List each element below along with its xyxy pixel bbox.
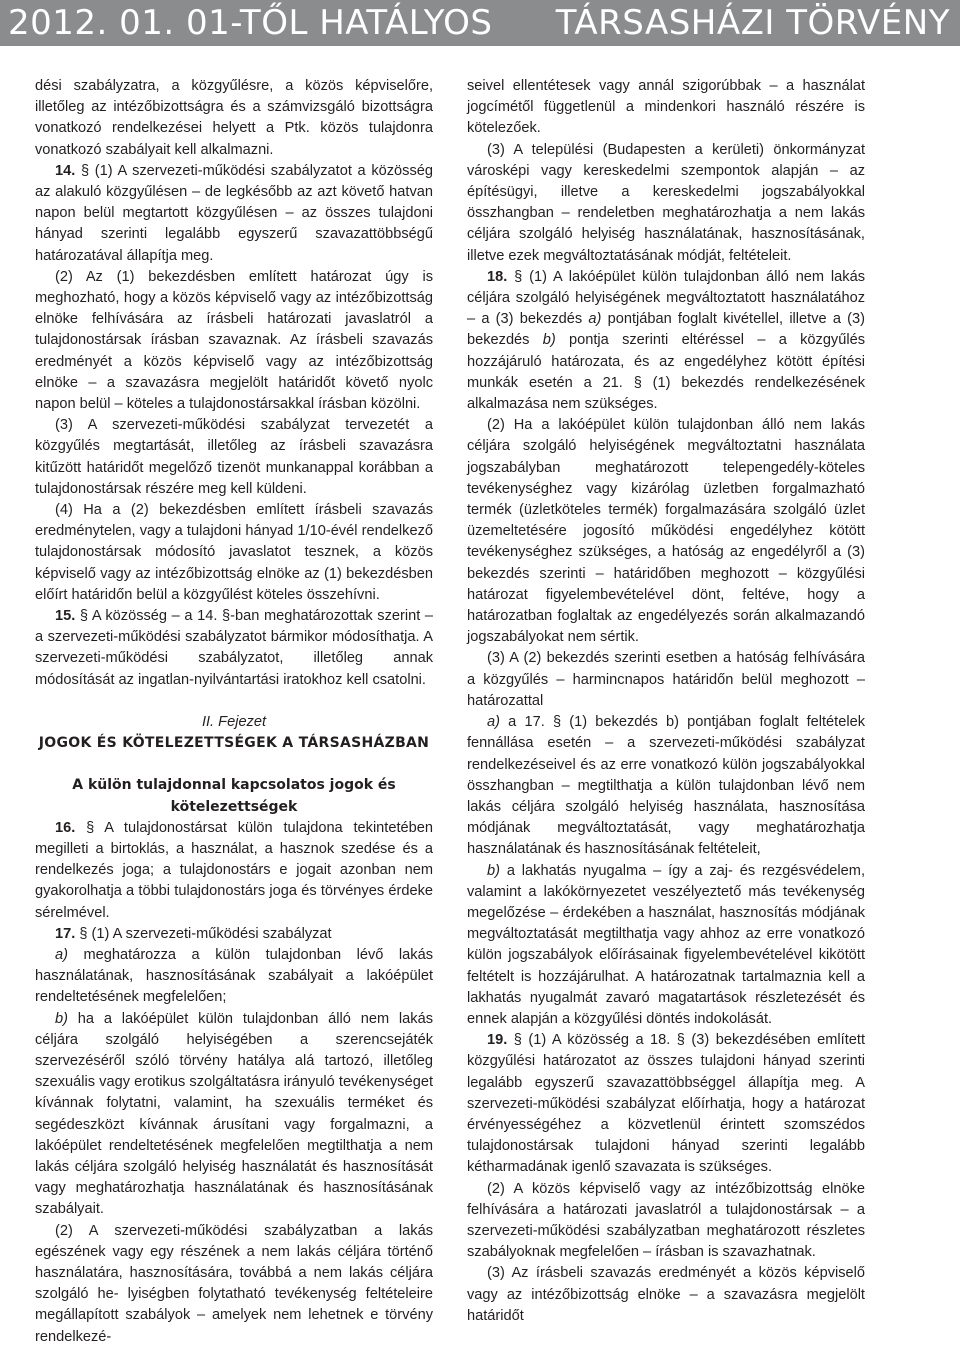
paragraph-text: § A közösség – a 14. §-ban meghatározottak szerint – a szervezeti-működési szabályzatot bármikor módosíthatja. A szervezeti-működési szabályzatot, illetőleg annak módosítását az ingatlan-nyilvántartási iratokhoz kell csatolni. <box>35 608 433 688</box>
paragraph: (3) A szervezeti-működési szabályzat tervezetét a közgyűlés megtartását, illetőleg az írásbeli szavazásra kitűzött határidőt megelőző tizenöt munkanappal korábban a tulajdonostársak részére meg kell küldeni. <box>35 417 433 497</box>
chapter-label: II. Fejezet <box>201 713 267 730</box>
right-column <box>467 76 865 1327</box>
section-15 <box>35 606 433 691</box>
paragraph-text: § (1) A lakóépület külön tulajdonban álló nem lakás céljára szolgáló helyiségének megváltoztatott használatához – a (3) bekezdés <box>467 268 865 328</box>
paragraph: (3) A települési (Budapesten a kerületi) önkormányzat városképi vagy kereskedelmi szempontok alapján – az építésügyi, illetve a kereskedelmi jogszabályokkal összhangban – rendeletben meghatározhatja a nem lakás céljára szolgáló helyiség használatának, hasznosításának, illetve ezek megváltoztatásának módját, feltételeit. <box>467 141 865 264</box>
point-a <box>467 712 865 860</box>
section-number: 17. <box>55 925 76 942</box>
section-number: 14. <box>55 162 76 179</box>
paragraph: (3) Az írásbeli szavazás eredményét a közös képviselő vagy az intézőbizottság elnöke – a szavazásra megjelölt határidőt <box>467 1265 865 1324</box>
point-label: a) <box>487 714 500 731</box>
section-number: 18. <box>487 268 508 285</box>
point-label: a) <box>55 946 68 963</box>
section-17 <box>35 924 433 945</box>
paragraph: (2) Ha a lakóépület külön tulajdonban álló nem lakás céljára szolgáló helyiségének megváltoztatni használata jogszabályban meghatározott telepengedély-köteles tevékenységhez vagy kizárólag üzletben forgalmazható termék (üzletköteles termék) forgalmazására szolgáló üzlet üzemeltetésére jogosító működési engedélyhez kötött tevékenységhez szükséges, a hatóság az engedélyről a (3) bekezdés szerinti – határidőben meghozott – közgyűlési határozat figyelembevételével dönt, feltéve, hogy a határozatban foglaltak az engedélyezés során alkalmazandó jogszabályokat nem sértik. <box>467 417 865 646</box>
header-effective-date: 2012. 01. 01-TŐL HATÁLYOS <box>8 3 493 43</box>
paragraph: seivel ellentétesek vagy annál szigorúbbak – a használat jogcímétől függetlenül a mindenkori használó részére is kötelezőek. <box>467 78 865 137</box>
point-b <box>467 861 865 1031</box>
section-number: 16. <box>55 819 76 836</box>
left-column <box>35 76 433 1348</box>
point-text: meghatározza a külön tulajdonban lévő lakás használatának, hasznosításának szabályait a lakóépület rendeltetésének megfelelően; <box>35 946 433 1006</box>
paragraph: (2) Az (1) bekezdésben említett határozat úgy is meghozható, hogy a közös képviselő vagy az intézőbizottság elnöke felhívására az írásbeli határozati javaslatról a tulajdonostársak írásban szavaznak. Az írásbeli szavazás eredményét a közös képviselő vagy az intézőbizottság elnöke – a szavazásra megjelölt határidőt követő nyolc napon belül – köteles a tulajdonostársakkal írásban közölni. <box>35 268 433 413</box>
section-18 <box>467 267 865 415</box>
paragraph-text: pontjában foglalt kivétellel, illetve a (3) bekezdés <box>467 311 866 349</box>
point-label: b) <box>487 862 500 879</box>
section-number: 15. <box>55 608 76 625</box>
paragraph: (4) Ha a (2) bekezdésben említett írásbeli szavazás eredménytelen, vagy a tulajdoni hányad 1/10-évél rendelkező tulajdonostársak módosító javaslatot tesznek, a közös képviselő vagy az intézőbizottság elnöke az (1) bekezdésben előírt határidőn belül a közgyűlést köteles összehívni. <box>35 502 433 603</box>
section-19 <box>467 1030 865 1178</box>
subsection-title: A külön tulajdonnal kapcsolatos jogok és kötelezettségek <box>72 777 396 815</box>
page-header <box>0 0 960 46</box>
section-16 <box>35 818 433 924</box>
paragraph: (2) A közös képviselő vagy az intézőbizottság elnöke felhívására a határozati javaslatról a tulajdonostársak – a szervezeti-működési szabályzatban meghatározott részletes szabályoknak megfelelően – írásban is szavazhatnak. <box>467 1180 865 1261</box>
paragraph: (3) A (2) bekezdés szerinti esetben a hatóság felhívására a közgyűlés – harmincnapos határidőn belül meghozott – határozattal <box>467 650 865 709</box>
point-text: a 17. § (1) bekezdés b) pontjában foglalt feltételek fennállása esetén – a szervezeti-működési szabályzat rendelkezéseivel és az erre vonatkozó külön jogszabályokkal összhangban – megtilthatja a külön tulajdonban lévő nem lakás céljára szolgáló helyiség használata, hasznosítása módjának megváltoztatását, vagy meghatározhatja használatának és hasznosításának feltételeit, <box>467 714 865 858</box>
paragraph: (2) A szervezeti-működési szabályzatban a lakás egészének vagy egy részének a nem lakás céljára történő használatára, hasznosítására, továbbá a nem lakás céljára szolgáló he- lyiségben folytatható tevékenység feltételeire megállapított szabályok – amelyek nem lehetnek e törvény rendelkezé- <box>35 1222 433 1345</box>
point-label: b) <box>55 1010 68 1027</box>
paragraph-text: § (1) A szervezeti-működési szabályzat <box>75 925 332 942</box>
point-text: ha a lakóépület külön tulajdonban álló nem lakás céljára szolgáló helyiségében a szerencsejáték szervezéséről szóló törvény hatálya alá tartozó, illetőleg szexuális vagy erotikus szolgáltatásra irányuló tevékenységet kívánnak folytatni, valamint, ha szexuális terméket és segédeszközt kívánnak árusítani vagy forgalmazni, a lakóépület rendeltetésének megfelelően megtilthatja a nem lakás céljára szolgáló helyiség használatát és hasznosítását vagy meghatározhatja használatának és hasznosításának szabályait. <box>35 1010 433 1218</box>
point-b <box>35 1009 433 1221</box>
paragraph-text: pontja szerinti eltéréssel – a közgyűlés hozzájáruló határozata, és az engedélyhez kötött építési munkák esetén a 21. § (1) bekezdés rendelkezésének alkalmazása nem szükséges. <box>467 332 866 413</box>
chapter-title: JOGOK ÉS KÖTELEZETTSÉGEK A TÁRSASHÁZBAN <box>38 735 430 752</box>
paragraph-text: § A tulajdonostársat külön tulajdona tekintetében megilleti a birtoklás, a használat, a hasznok szedése és a rendelkezés joga; a tulajdonostárs e jogait azonban nem gyakorolhatja a többi tulajdonostárs joga és törvényes érdeke sérelmével. <box>35 819 433 921</box>
point-a <box>35 945 433 1009</box>
point-text: a lakhatás nyugalma – így a zaj- és rezgésvédelem, valamint a lakókörnyezetet veszélyeztető más tevékenység megelőzése – érdekében a használat, hasznosítás módjának megváltoztatását megtilthatja vagy ahhoz az erre vonatkozó külön jogszabályok előírásainak figyelembevételével kikötött feltételt is hozzájárulhat. A határozatnak tartalmaznia kell a lakhatás nyugalmát zavaró magatartások részletezését és ennek alapján a közgyűlési döntés indokolását. <box>467 862 865 1027</box>
paragraph-text: § (1) A szervezeti-működési szabályzatot a közösség az alakuló közgyűlésen – de legkésőbb az azt követő hatvan napon belül megtartott közgyűlésen – az összes tulajdoni hányad szerinti legalább egyszerű szavazattöbbségű határozatával állapítja meg. <box>35 162 433 264</box>
paragraph: dési szabályzatra, a közgyűlésre, a közös képviselőre, illetőleg az intézőbizottságra és a számvizsgáló bizottságra vonatkozó rendelkezései helyett a Ptk. közös tulajdonra vonatkozó szabályait kell alkalmazni. <box>35 78 433 158</box>
point-ref: b) <box>542 332 556 349</box>
point-ref: a) <box>588 311 602 328</box>
paragraph-text: § (1) A közösség a 18. § (3) bekezdésében említett közgyűlési határozatot az összes tulajdoni hányad szerinti legalább egyszerű szavazattöbbséggel állapítja meg. A szervezeti-működési szabályzat előírhatja, hogy a határozat érvényességéhez a közvetlenül érintett szomszédos tulajdonostársak tulajdoni hányad szerinti legalább kétharmadának igenlő szavazata is szükséges. <box>467 1032 865 1176</box>
section-14 <box>35 161 433 267</box>
section-number: 19. <box>487 1032 508 1049</box>
header-document-title: TÁRSASHÁZI TÖRVÉNY <box>555 3 950 43</box>
